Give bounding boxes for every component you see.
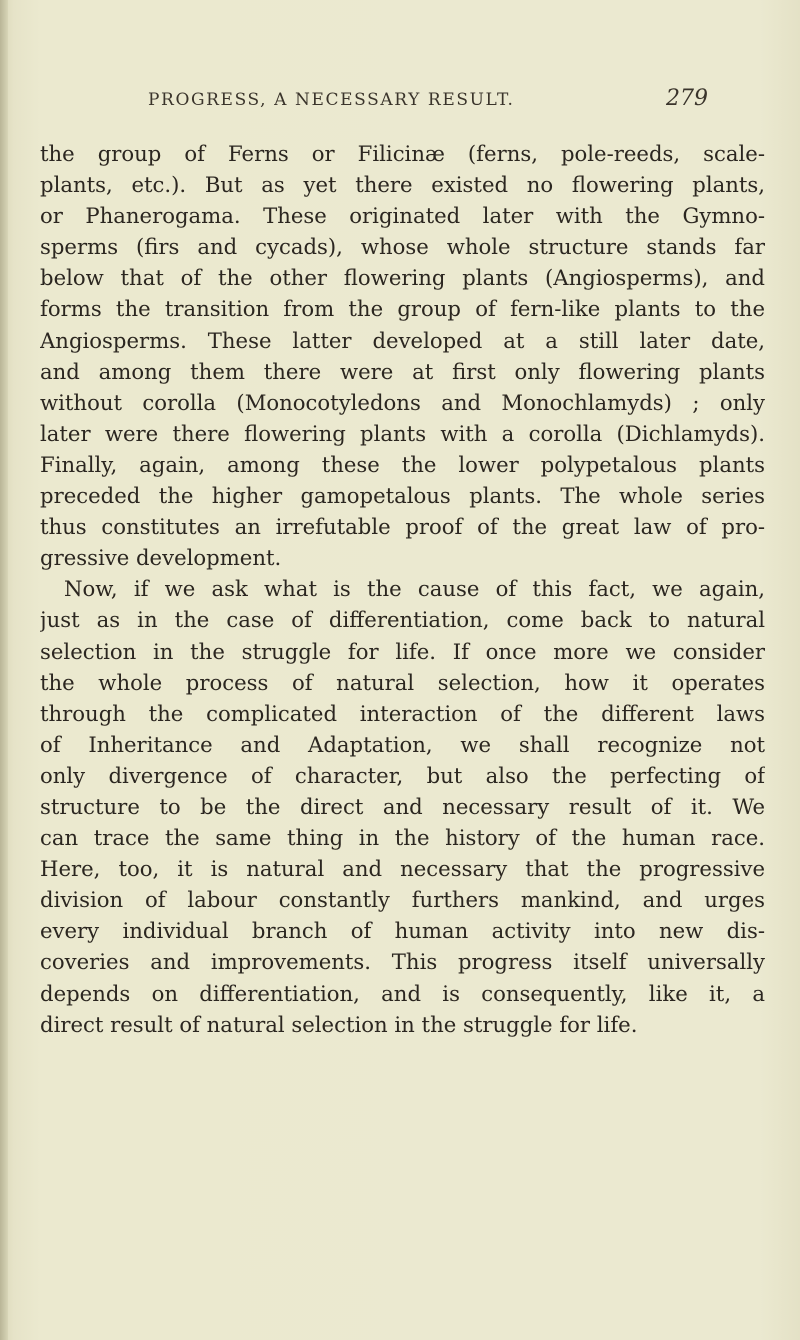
text-line: through the complicated interaction of the different laws [40,700,765,726]
text-line: only divergence of character, but also the perfecting of [40,762,765,788]
text-line-paragraph-start: Now, if we ask what is the cause of this fact, we again, [64,576,765,602]
text-line: every individual branch of human activity into new dis- [40,918,765,944]
text-line: thus constitutes an irrefutable proof of the great law of pro- [40,514,765,540]
running-title: PROGRESS, A NECESSARY RESULT. [148,90,515,110]
text-line: of Inheritance and Adaptation, we shall recognize not [40,731,765,757]
text-line: the group of Ferns or Filicinæ (ferns, pole-reeds, scale- [40,141,765,166]
text-line: coveries and improvements. This progress itself universally [40,949,765,975]
text-line: preceded the higher gamopetalous plants. The whole series [40,483,765,509]
text-line: the whole process of natural selection, how it operates [40,669,765,695]
text-line: can trace the same thing in the history of the human race. [40,825,765,851]
page-number: 279 [666,86,708,111]
text-line: and among them there were at first only flowering plants [40,358,765,384]
text-line-paragraph-end: direct result of natural selection in the struggle for life. [40,1011,638,1037]
body-text [40,138,765,1040]
text-line: Here, too, it is natural and necessary that the progressive [40,856,765,882]
page-binding-edge [0,0,8,1340]
text-line: depends on differentiation, and is consequently, like it, a [40,980,765,1006]
text-line: without corolla (Monocotyledons and Monochlamyds) ; only [40,389,765,415]
text-line: or Phanerogama. These originated later with the Gymno- [40,203,765,229]
text-line: sperms (firs and cycads), whose whole structure stands far [40,234,765,260]
text-line: structure to be the direct and necessary result of it. We [40,793,765,819]
text-line: just as in the case of differentiation, come back to natural [40,607,765,633]
text-line: Finally, again, among these the lower polypetalous plants [40,451,765,477]
text-line: later were there flowering plants with a corolla (Dichlamyds). [40,420,765,446]
text-line: Angiosperms. These latter developed at a still later date, [40,327,765,353]
text-line: division of labour constantly furthers mankind, and urges [40,887,765,913]
text-line: selection in the struggle for life. If once more we consider [40,638,765,664]
text-line: plants, etc.). But as yet there existed no flowering plants, [40,172,765,198]
running-head [148,86,708,120]
text-line-paragraph-end: gressive development. [40,545,282,571]
text-line: below that of the other flowering plants (Angiosperms), and [40,265,765,291]
text-line: forms the transition from the group of fern-like plants to the [40,296,765,322]
